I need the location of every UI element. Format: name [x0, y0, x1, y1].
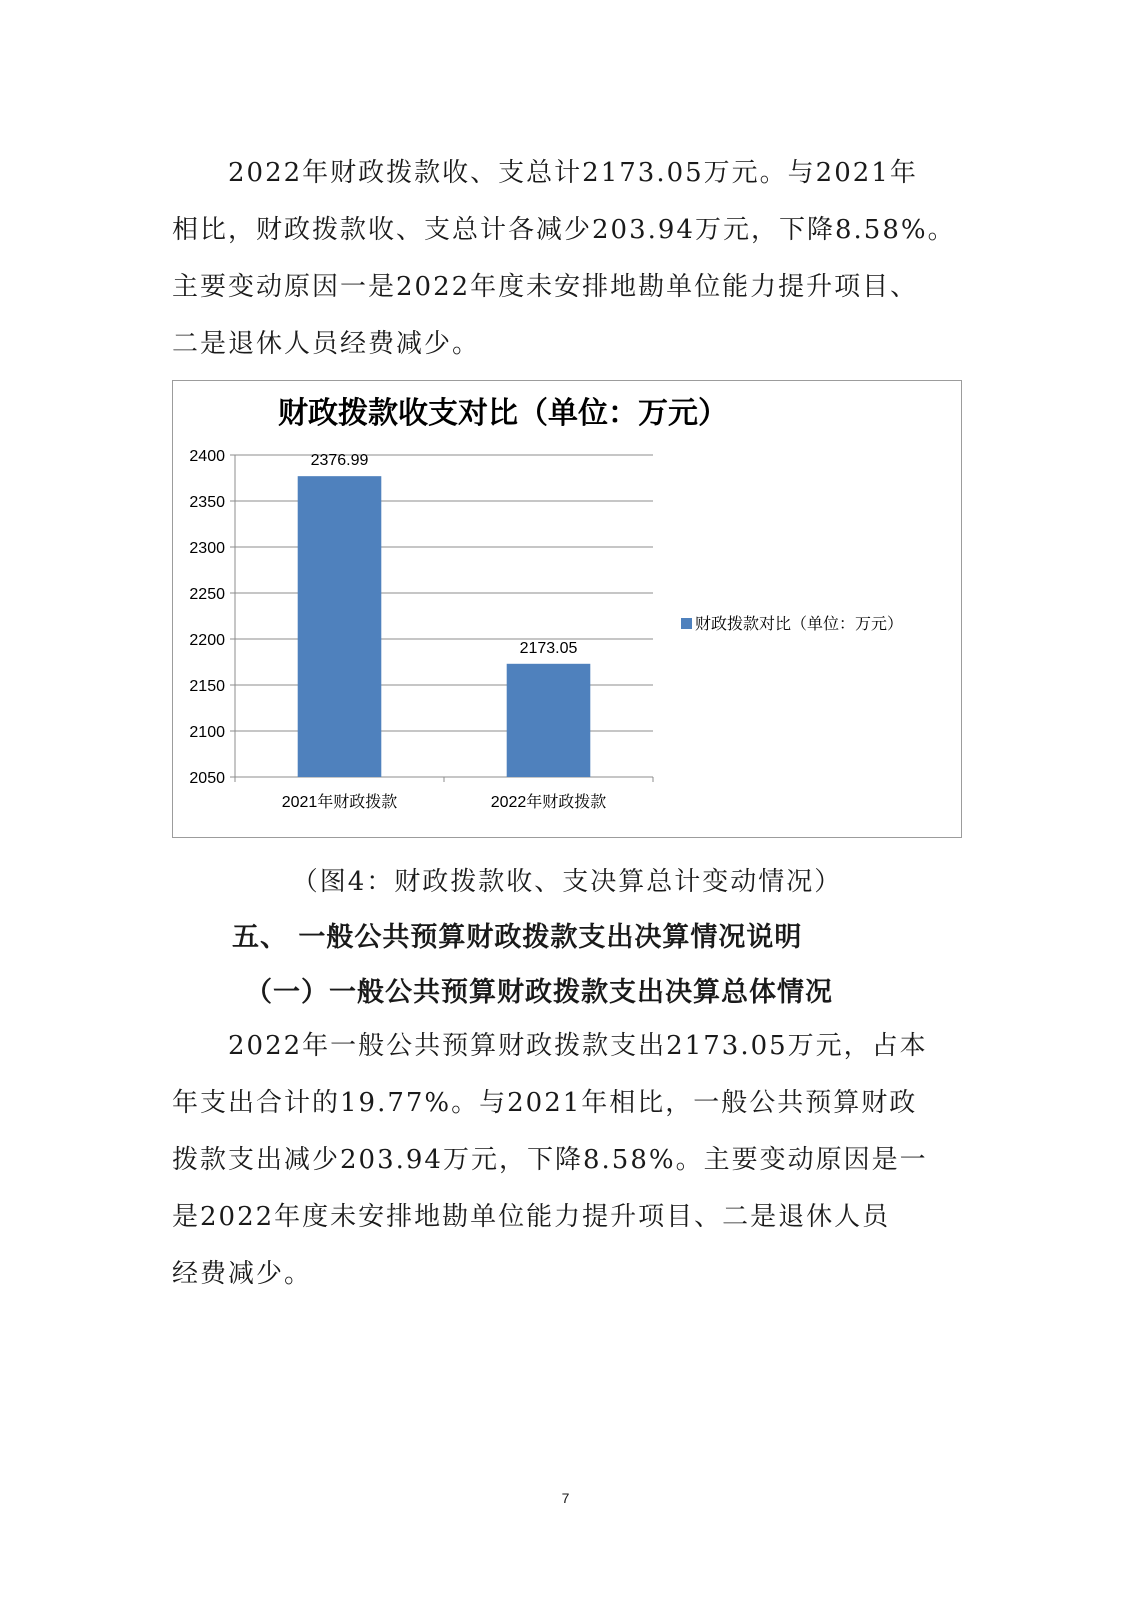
bar-chart	[173, 381, 963, 839]
chart-container	[172, 380, 962, 838]
paragraph-line: 是2022年度未安排地勘单位能力提升项目、二是退休人员	[172, 1202, 891, 1232]
legend-label: 财政拨款对比（单位：万元）	[695, 616, 904, 633]
paragraph-line: 2022年一般公共预算财政拨款支出2173.05万元，占本	[172, 1031, 928, 1061]
y-tick-label: 2150	[189, 678, 225, 695]
section-heading: 五、 一般公共预算财政拨款支出决算情况说明	[232, 922, 803, 953]
paragraph-line: 2022年财政拨款收、支总计2173.05万元。与2021年	[172, 158, 918, 188]
legend-swatch	[681, 618, 692, 629]
subsection-heading: （一）一般公共预算财政拨款支出决算总体情况	[245, 977, 833, 1008]
bar	[298, 476, 382, 777]
y-tick-label: 2100	[189, 724, 225, 741]
paragraph-line: 拨款支出减少203.94万元，下降8.58%。主要变动原因是一	[172, 1145, 928, 1175]
chart-title: 财政拨款收支对比（单位：万元）	[278, 397, 728, 430]
y-tick-label: 2400	[189, 448, 225, 465]
y-tick-label: 2250	[189, 586, 225, 603]
x-tick-label: 2021年财政拨款	[281, 794, 398, 811]
data-label: 2173.05	[519, 639, 578, 657]
paragraph-line: 主要变动原因一是2022年度未安排地勘单位能力提升项目、	[172, 272, 919, 302]
paragraph-general-budget	[172, 1018, 962, 1303]
y-tick-label: 2350	[189, 494, 225, 511]
figure-caption: （图4：财政拨款收、支决算总计变动情况）	[291, 867, 843, 897]
bar	[507, 664, 591, 777]
chart-legend	[681, 615, 903, 633]
paragraph-line: 年支出合计的19.77%。与2021年相比，一般公共预算财政	[172, 1088, 918, 1118]
y-tick-label: 2200	[189, 632, 225, 649]
paragraph-line: 相比，财政拨款收、支总计各减少203.94万元，下降8.58%。	[172, 215, 956, 245]
paragraph-financial-total	[172, 145, 962, 373]
y-tick-label: 2050	[189, 770, 225, 787]
x-tick-label: 2022年财政拨款	[490, 794, 607, 811]
y-tick-label: 2300	[189, 540, 225, 557]
page-number: 7	[561, 1490, 570, 1506]
data-label: 2376.99	[310, 452, 369, 470]
paragraph-line: 二是退休人员经费减少。	[172, 329, 481, 359]
paragraph-line: 经费减少。	[172, 1259, 313, 1289]
